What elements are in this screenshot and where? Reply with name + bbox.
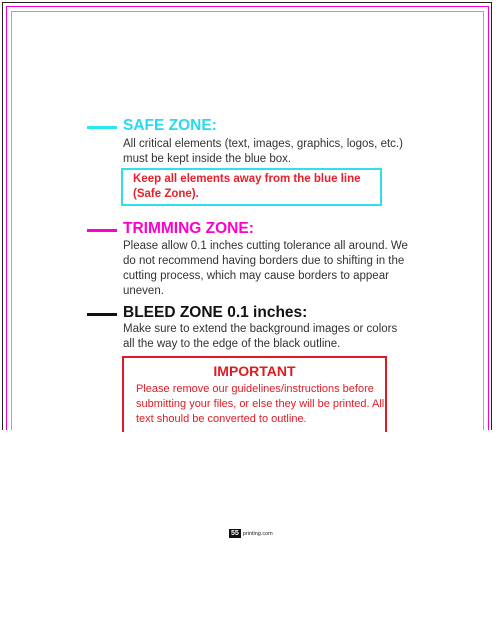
safe-zone-heading: SAFE ZONE: (123, 117, 217, 134)
safe-zone-description: All critical elements (text, images, graphics, logos, etc.) must be kept inside the blue box. (123, 138, 403, 165)
logo-text: printing.com (242, 530, 273, 537)
safe-zone-callout: Keep all elements away from the blue line (Safe Zone). (133, 173, 361, 200)
bleed-zone-rule (87, 313, 117, 316)
safe-zone-callout-box (121, 168, 382, 206)
important-notice-box (122, 356, 387, 432)
trimming-zone-rule (87, 229, 117, 232)
safe-zone-rule (87, 126, 117, 129)
trimming-zone-heading: TRIMMING ZONE: (123, 220, 254, 237)
bleed-zone-heading: BLEED ZONE 0.1 inches: (123, 304, 308, 321)
important-title: IMPORTANT (213, 363, 296, 379)
logo-mark: 55 (231, 530, 239, 537)
printing-logo (229, 528, 273, 539)
trimming-zone-description: Please allow 0.1 inches cutting tolerance all around. We do not recommend having borders due to shifting in the cutting process, which may cause borders to appear uneven. (123, 240, 408, 297)
bleed-zone-description: Make sure to extend the background images or colors all the way to the edge of the black outline. (123, 323, 398, 350)
important-text: Please remove our guidelines/instructions before submitting your files, or else they will be printed. All text should be converted to outline. (136, 383, 385, 425)
